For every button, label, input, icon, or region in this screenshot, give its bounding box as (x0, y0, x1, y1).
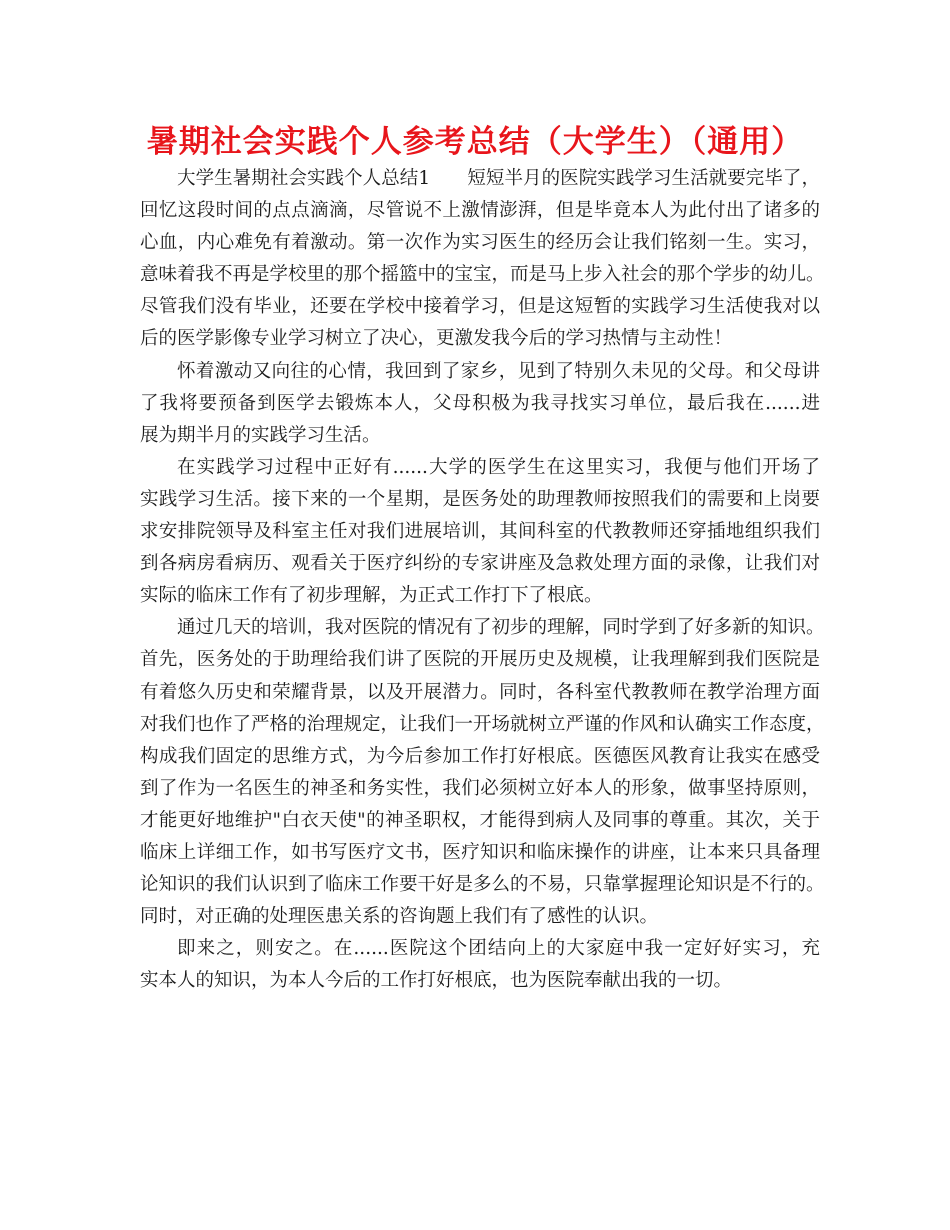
text-line: 通过几天的培训，我对医院的情况有了初步的理解，同时学到了好多新的知识。 (177, 617, 825, 639)
paragraph-4 (140, 612, 825, 933)
text-line: 在实践学习过程中正好有......大学的医学生在这里实习，我便与他们开场了 (177, 456, 820, 478)
text-line: 论知识的我们认识到了临床工作要干好是多么的不易，只靠掌握理论知识是不行的。 (140, 874, 825, 896)
text-line: 展为期半月的实践学习生活。 (140, 424, 381, 446)
text-line: 后的医学影像专业学习树立了决心，更激发我今后的学习热情与主动性！ (140, 328, 733, 350)
text-line: 到各病房看病历、观看关于医疗纠纷的专家讲座及急救处理方面的录像，让我们对 (140, 553, 820, 575)
text-line: 大学生暑期社会实践个人总结1 短短半月的医院实践学习生活就要完毕了， (177, 168, 820, 189)
text-line: 心血，内心难免有着激动。第一次作为实习医生的经历会让我们铭刻一生。实习， (140, 232, 820, 254)
text-line: 意味着我不再是学校里的那个摇篮中的宝宝，而是马上步入社会的那个学步的幼儿。 (140, 264, 825, 286)
page-title: 暑期社会实践个人参考总结（大学生）（通用） (146, 124, 804, 160)
paragraph-3 (140, 452, 820, 612)
paragraph-2 (140, 356, 820, 452)
text-line: 回忆这段时间的点点滴滴，尽管说不上激情澎湃，但是毕竟本人为此付出了诸多的 (140, 200, 820, 222)
text-line: 实本人的知识，为本人今后的工作打好根底，也为医院奉献出我的一切。 (140, 970, 733, 992)
text-line: 尽管我们没有毕业，还要在学校中接着学习，但是这短暂的实践学习生活使我对以 (140, 296, 820, 318)
text-line: 有着悠久历史和荣耀背景，以及开展潜力。同时，各科室代教教师在教学治理方面 (140, 681, 820, 703)
text-line: 对我们也作了严格的治理规定，让我们一开场就树立严谨的作风和认确实工作态度， (140, 713, 825, 735)
document-body (140, 163, 825, 997)
text-line: 实际的临床工作有了初步理解，为正式工作打下了根底。 (140, 585, 603, 607)
paragraph-1 (140, 163, 825, 356)
paragraph-5 (140, 933, 820, 997)
text-line: 到了作为一名医生的神圣和务实性，我们必须树立好本人的形象，做事坚持原则， (140, 777, 820, 799)
text-line: 即来之，则安之。在......医院这个团结向上的大家庭中我一定好好实习，充 (177, 938, 820, 960)
text-line: 实践学习生活。接下来的一个星期，是医务处的助理教师按照我们的需要和上岗要 (140, 488, 820, 510)
text-line: 临床上详细工作，如书写医疗文书，医疗知识和临床操作的讲座，让本来只具备理 (140, 841, 820, 863)
text-line: 构成我们固定的思维方式，为今后参加工作打好根底。医德医风教育让我实在感受 (140, 745, 820, 767)
text-line: 才能更好地维护"白衣天使"的神圣职权，才能得到病人及同事的尊重。其次，关于 (140, 809, 820, 831)
text-line: 首先，医务处的于助理给我们讲了医院的开展历史及规模，让我理解到我们医院是 (140, 649, 820, 671)
text-line: 求安排院领导及科室主任对我们进展培训，其间科室的代教教师还穿插地组织我们 (140, 521, 820, 543)
text-line: 怀着激动又向往的心情，我回到了家乡，见到了特别久未见的父母。和父母讲 (177, 360, 820, 382)
text-line: 同时，对正确的处理医患关系的咨询题上我们有了感性的认识。 (140, 906, 659, 928)
text-line: 了我将要预备到医学去锻炼本人，父母积极为我寻找实习单位，最后我在......进 (140, 392, 820, 414)
